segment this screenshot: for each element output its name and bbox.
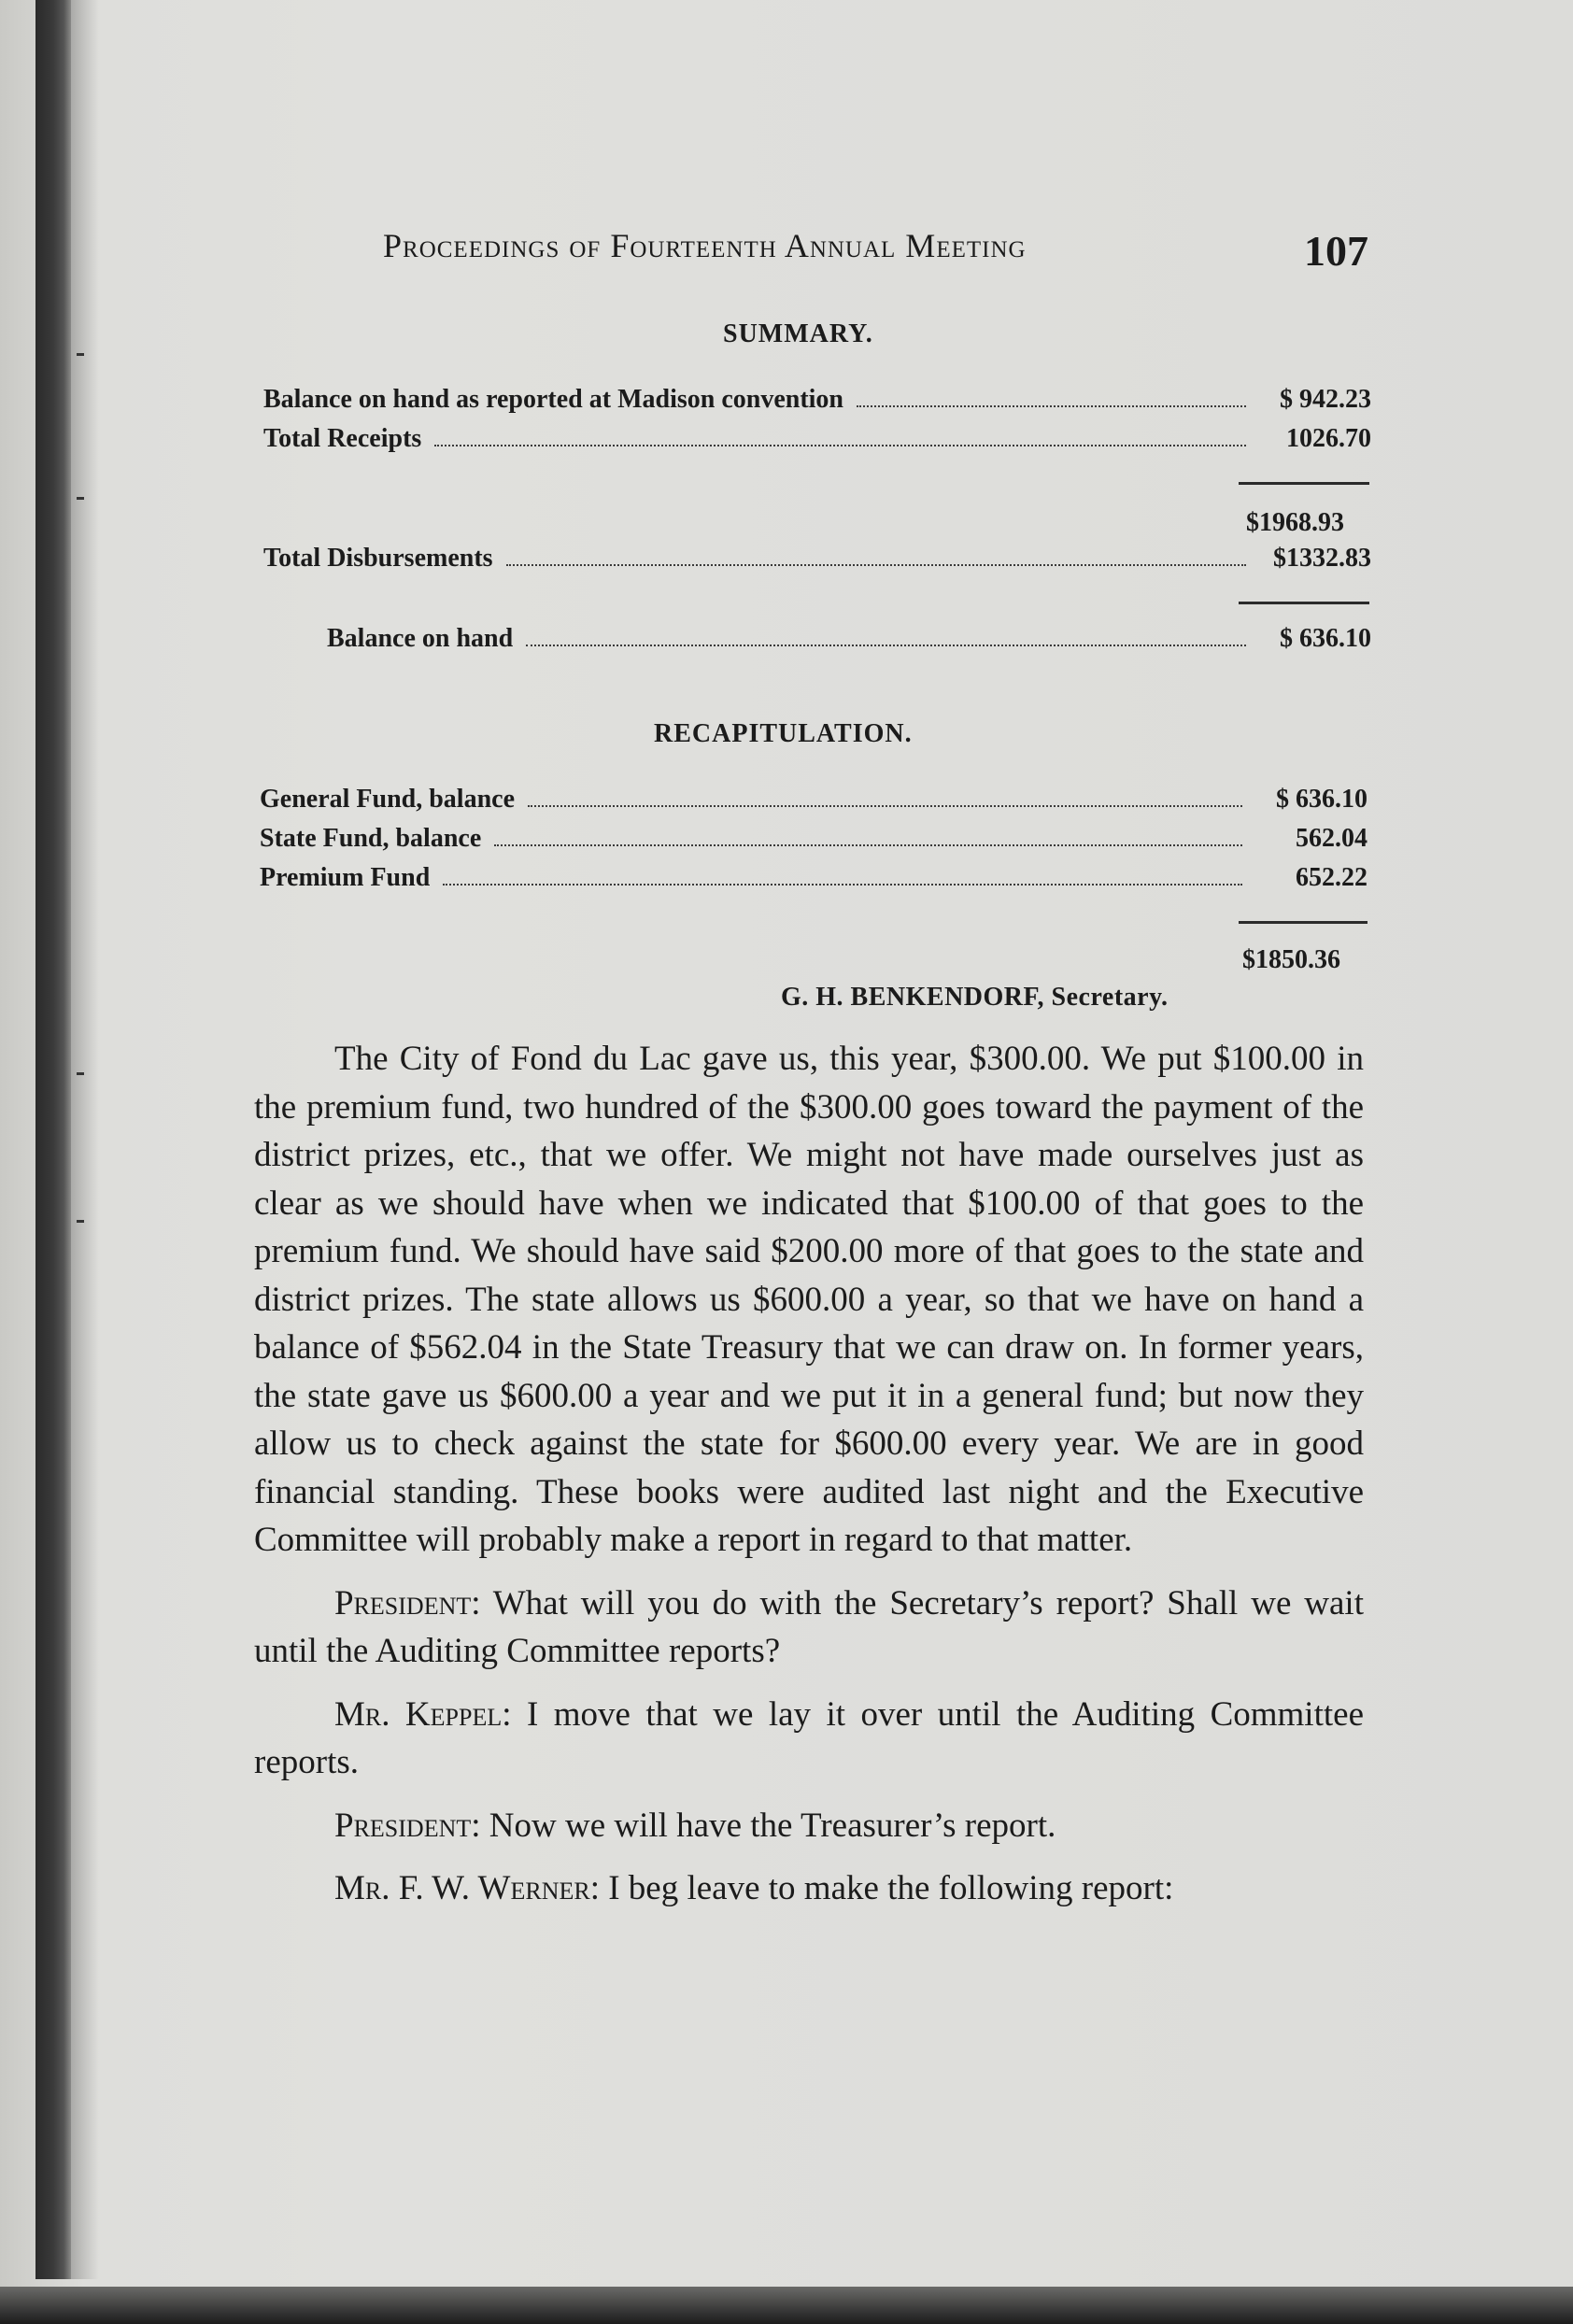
- binding-shadow: [71, 0, 99, 2279]
- speaker-name: President: [334, 1806, 472, 1845]
- row-label: Balance on hand: [327, 624, 514, 653]
- dot-leader: [526, 645, 1246, 646]
- row-amount: 1026.70: [1286, 424, 1371, 453]
- recap-total: $1850.36: [1242, 945, 1340, 974]
- row-amount: 562.04: [1296, 824, 1368, 853]
- dot-leader: [857, 405, 1246, 407]
- paragraph: [254, 1035, 1364, 1565]
- row-amount: $ 636.10: [1276, 785, 1368, 814]
- sum-rule: [1239, 482, 1369, 485]
- body-text: [254, 1035, 1364, 1913]
- paragraph: [254, 1864, 1364, 1913]
- disbursements-row: [263, 540, 1371, 574]
- summary-row: [263, 381, 1371, 415]
- edge-mark: [77, 353, 84, 356]
- row-amount: $ 942.23: [1280, 385, 1371, 414]
- book-binding: [35, 0, 71, 2279]
- paragraph-text: : What will you do with the Secretary’s report? Shall we wait until the Auditing Committee reports?: [254, 1583, 1364, 1670]
- dot-leader: [443, 884, 1242, 886]
- sum-rule: [1239, 602, 1369, 604]
- row-label: State Fund, balance: [260, 824, 482, 853]
- edge-mark: [77, 497, 84, 500]
- row-label: General Fund, balance: [260, 785, 516, 814]
- page-number: 107: [1304, 227, 1368, 275]
- dot-leader: [528, 805, 1242, 807]
- summary-heading: SUMMARY.: [723, 319, 873, 348]
- row-label: Total Disbursements: [263, 544, 493, 573]
- paragraph-text: : I beg leave to make the following report:: [589, 1869, 1174, 1907]
- row-amount: 652.22: [1296, 863, 1368, 892]
- speaker-name: President: [334, 1583, 472, 1623]
- paragraph: [254, 1802, 1364, 1850]
- speaker-name: Mr. Keppel: [334, 1694, 503, 1734]
- recap-heading: RECAPITULATION.: [654, 719, 913, 748]
- recap-row: [260, 820, 1368, 854]
- row-label: Premium Fund: [260, 863, 431, 892]
- dot-leader: [434, 445, 1246, 446]
- speaker-name: Mr. F. W. Werner: [334, 1869, 590, 1907]
- dot-leader: [506, 564, 1246, 566]
- row-amount: $1332.83: [1273, 544, 1371, 573]
- summary-row: [263, 420, 1371, 454]
- paragraph-text: : I move that we lay it over until the Auditing Committee reports.: [254, 1694, 1364, 1781]
- balance-row: [327, 620, 1371, 654]
- running-header: Proceedings of Fourteenth Annual Meeting: [383, 227, 1027, 264]
- edge-mark: [77, 1072, 84, 1075]
- row-label: Balance on hand as reported at Madison convention: [263, 385, 843, 414]
- secretary-signature: G. H. BENKENDORF, Secretary.: [781, 983, 1169, 1012]
- paragraph: [254, 1580, 1364, 1676]
- paragraph: [254, 1691, 1364, 1787]
- paragraph-text: : Now we will have the Treasurer’s report.: [471, 1806, 1056, 1845]
- dot-leader: [494, 844, 1242, 846]
- page-bottom-edge: [0, 2287, 1573, 2324]
- paragraph-text: The City of Fond du Lac gave us, this year, $300.00. We put $100.00 in the premium fund, two hundred of the $300.00 goes toward the payment of the district prizes, etc., that we offer. We might not have made ourselves just as clear as we should have when we indicated that $100.00 of that goes to the premium fund. We should have said $200.00 more of that goes to the state and district prizes. The state allows us $600.00 a year, so that we have on hand a balance of $562.04 in the State Treasury that we can draw on. In former years, the state gave us $600.00 a year and we put it in a general fund; but now they allow us to check against the state for $600.00 every year. We are in good financial standing. These books were audited last night and the Executive Committee will probably make a report in regard to that matter.: [254, 1040, 1364, 1559]
- summary-subtotal: $1968.93: [1246, 508, 1344, 537]
- recap-row: [260, 859, 1368, 893]
- row-amount: $ 636.10: [1280, 624, 1371, 653]
- recap-row: [260, 781, 1368, 815]
- row-label: Total Receipts: [263, 424, 422, 453]
- edge-mark: [77, 1220, 84, 1223]
- sum-rule: [1239, 921, 1368, 924]
